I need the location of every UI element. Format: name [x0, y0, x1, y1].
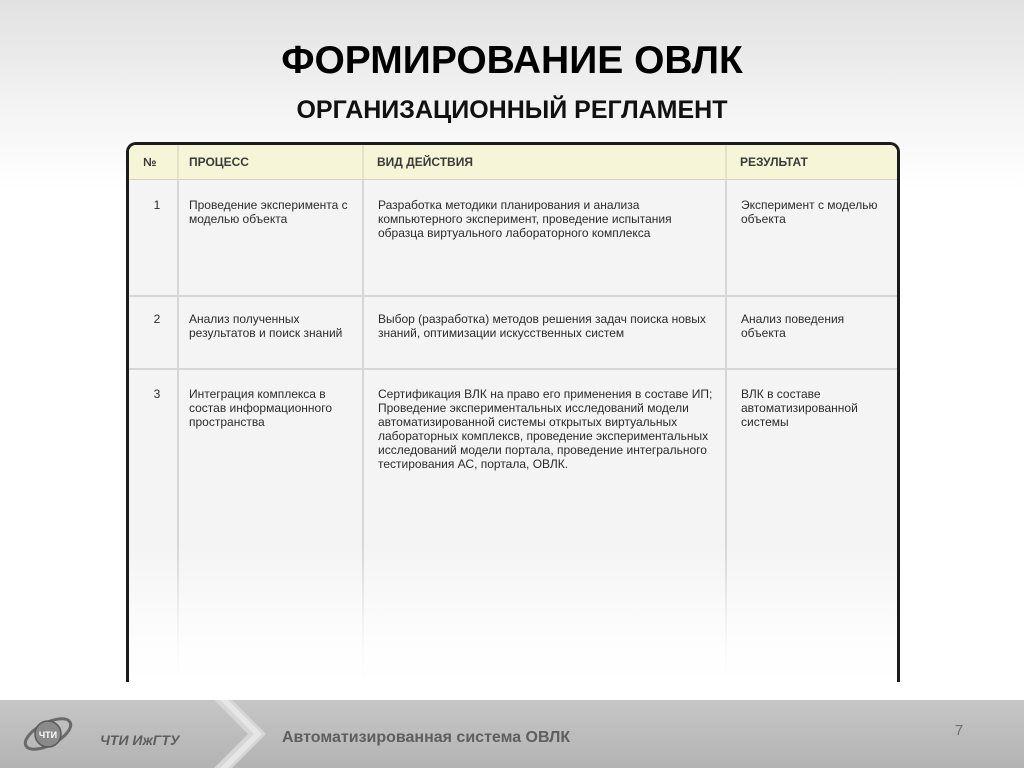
row-process: Анализ полученных результатов и поиск знаний: [189, 312, 343, 340]
regulation-table: [126, 142, 900, 682]
row-process: Проведение эксперимента с моделью объекта: [189, 198, 348, 226]
row-process: Интеграция комплекса в состав информационного пространства: [189, 387, 332, 429]
row-action: Сертификация ВЛК на право его применения в составе ИП; Проведение экспериментальных исследований модели автоматизированной системы открытых виртуальных лабораторных комплексв, проведение экспериментальных исследований модели портала, проведение интегрального тестирования АС, портала, ОВЛК.: [378, 387, 713, 471]
header-num: №: [143, 155, 157, 169]
row-number: 1: [153, 198, 161, 212]
column-divider: [177, 179, 179, 682]
row-result: Эксперимент с моделью объекта: [741, 198, 878, 226]
table-header: [129, 145, 897, 180]
orbit-logo-icon: [20, 709, 76, 759]
footer-system-name: Автоматизированная система ОВЛК: [282, 729, 571, 746]
row-number: 3: [153, 387, 161, 401]
slide-title: ФОРМИРОВАНИЕ ОВЛК: [281, 39, 743, 82]
page-number: 7: [954, 722, 964, 739]
header-result: РЕЗУЛЬТАТ: [740, 155, 808, 169]
organization-name: ЧТИ ИжГТУ: [100, 732, 180, 748]
chevron-right-icon: [214, 700, 274, 768]
header-divider: [362, 145, 364, 179]
header-divider: [177, 145, 179, 179]
row-divider: [129, 368, 897, 370]
column-divider: [725, 179, 727, 682]
row-result: Анализ поведения объекта: [741, 312, 845, 340]
row-action: Выбор (разработка) методов решения задач поиска новых знаний, оптимизации искусственных систем: [378, 312, 706, 340]
table-fade-overlay: [129, 545, 897, 682]
svg-text:ЧТИ: ЧТИ: [38, 730, 58, 740]
row-result: ВЛК в составе автоматизированной системы: [741, 387, 858, 429]
column-divider: [362, 179, 364, 682]
row-divider: [129, 295, 897, 297]
row-number: 2: [153, 312, 161, 326]
header-process: ПРОЦЕСС: [189, 155, 249, 169]
header-divider: [725, 145, 727, 179]
row-action: Разработка методики планирования и анализа компьютерного эксперимент, проведение испытания образца виртуального лабораторного комплекса: [378, 198, 672, 240]
header-action: ВИД ДЕЙСТВИЯ: [377, 155, 473, 169]
slide-subtitle: ОРГАНИЗАЦИОННЫЙ РЕГЛАМЕНТ: [296, 96, 728, 124]
